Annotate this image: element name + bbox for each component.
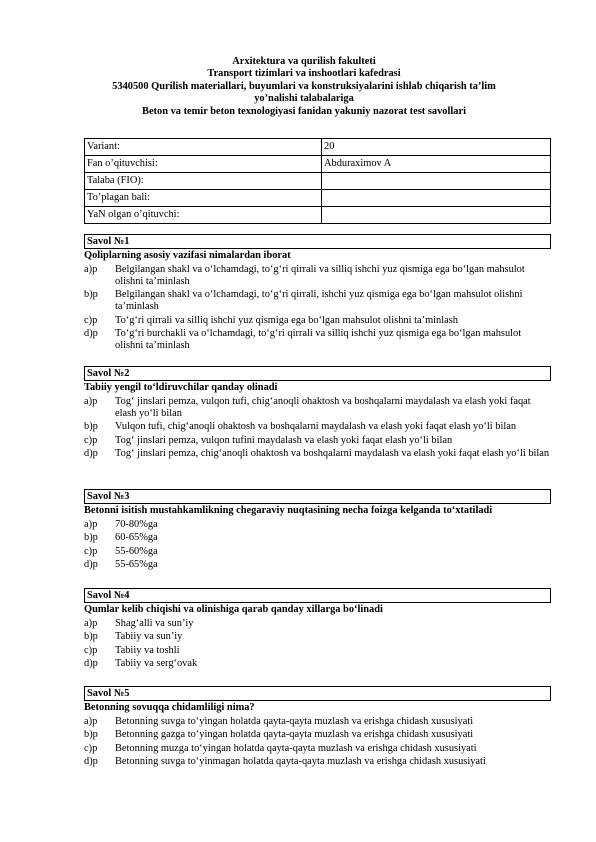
question-title: Savol №3 [84, 489, 551, 504]
option-label: a)p [84, 617, 98, 629]
option-text: Betonning gazga to‘yingan holatda qayta-qayta muzlash va erishga chidash xususiyati [115, 729, 474, 741]
option-d [84, 658, 551, 670]
info-label: Variant: [85, 139, 322, 156]
option-text: 55-60%ga [115, 545, 158, 557]
option-label: a)p [84, 518, 98, 530]
question-stem: Qoliplarning asosiy vazifasi nimalardan iborat [84, 250, 291, 261]
option-text: Tog‘ jinslari pemza, vulqon tufini maydalash va elash yoki faqat elash yo‘li bilan [115, 434, 453, 446]
option-text: 70-80%ga [115, 518, 158, 530]
option-d [84, 448, 551, 460]
option-d [84, 756, 551, 768]
option-a [84, 396, 551, 420]
info-table [84, 138, 551, 224]
option-c [84, 315, 551, 327]
option-label: b)p [84, 631, 98, 643]
option-text: Tabiiy va serg‘ovak [115, 658, 198, 670]
info-value: 20 [322, 139, 551, 156]
option-label: c)p [84, 434, 98, 446]
option-text: Belgilangan shakl va o‘lchamdagi, to‘g‘ri qirrali, ishchi yuz qismiga ega bo‘lgan mahsulot olishni ta’minlash [115, 289, 523, 313]
info-row-examiner [85, 207, 551, 224]
option-label: d)p [84, 448, 98, 460]
question-title: Savol №4 [84, 588, 551, 603]
option-text: 60-65%ga [115, 532, 158, 544]
option-text: Vulqon tufi, chig‘anoqli ohaktosh va boshqalarni maydalash va elash yoki faqat elash yo‘li bilan [115, 421, 517, 433]
option-label: c)p [84, 644, 98, 656]
option-label: a)p [84, 395, 98, 407]
specialty-title-line1: 5340500 Qurilish materiallari, buyumlari va konstruksiyalarini ishlab chiqarish ta’lim [112, 80, 496, 92]
option-label: d)p [84, 658, 98, 670]
option-label: d)p [84, 559, 98, 571]
department-title: Transport tizimlari va inshootlari kafedrasi [207, 68, 401, 80]
option-label: a)p [84, 263, 98, 275]
info-value [322, 190, 551, 207]
option-c [84, 743, 551, 755]
question-stem: Betonning sovuqqa chidamliligi nima? [84, 702, 255, 713]
info-label: To’plagan bali: [85, 190, 322, 207]
option-c [84, 435, 551, 447]
option-label: b)p [84, 421, 98, 433]
faculty-title: Arxitektura va qurilish fakulteti [232, 56, 376, 67]
info-value [322, 207, 551, 224]
option-a [84, 519, 551, 531]
option-b [84, 421, 551, 433]
option-text: To‘g‘ri qirrali va silliq ishchi yuz qismiga ega bo‘lgan mahsulot olishni ta’minlash [115, 314, 458, 326]
info-row-variant [85, 139, 551, 156]
option-b [84, 289, 551, 313]
option-text: Tog‘ jinslari pemza, chig‘anoqli ohaktosh va boshqalarni maydalash va elash yoki faqat elash yo‘li bilan [115, 448, 550, 460]
info-label: Fan o’qituvchisi: [85, 156, 322, 173]
question-stem: Betonni isitish mustahkamlikning chegaraviy nuqtasining necha foizga kelganda to‘xtatiladi [84, 505, 493, 516]
question-3 [84, 489, 551, 571]
question-2 [84, 366, 551, 460]
option-label: d)p [84, 756, 98, 768]
option-label: c)p [84, 545, 98, 557]
option-d [84, 328, 551, 352]
option-text: Shag‘alli va sun’iy [115, 617, 194, 629]
question-title: Savol №1 [84, 234, 551, 249]
option-c [84, 645, 551, 657]
option-text: Betonning muzga to‘yingan holatda qayta-qayta muzlash va erishga chidash xususiyati [115, 742, 477, 754]
option-a [84, 618, 551, 630]
option-b [84, 729, 551, 741]
option-text: Betonning suvga to‘yingan holatda qayta-qayta muzlash va erishga chidash xususiyati [115, 715, 474, 727]
question-1 [84, 234, 551, 352]
option-label: c)p [84, 314, 98, 326]
option-label: b)p [84, 289, 98, 301]
question-4 [84, 588, 551, 670]
option-text: Tabiiy va sun’iy [115, 631, 183, 643]
option-c [84, 546, 551, 558]
info-value: Abduraximov A [322, 156, 551, 173]
option-label: b)p [84, 532, 98, 544]
info-label: Talaba (FIO): [85, 173, 322, 190]
option-text: Tog‘ jinslari pemza, vulqon tufi, chig‘anoqli ohaktosh va boshqalarni maydalash va elash yoki faqat elash yo‘li bilan [115, 395, 531, 419]
option-label: c)p [84, 742, 98, 754]
option-text: Tabiiy va toshli [115, 644, 180, 656]
option-b [84, 532, 551, 544]
option-a [84, 264, 551, 288]
question-title: Savol №5 [84, 686, 551, 701]
option-d [84, 559, 551, 571]
specialty-title-line2: yo’nalishi talabalariga [254, 93, 354, 105]
option-label: d)p [84, 328, 98, 340]
info-value [322, 173, 551, 190]
question-5 [84, 686, 551, 768]
info-row-score [85, 190, 551, 207]
option-text: To‘g‘ri burchakli va o‘lchamdagi, to‘g‘ri qirrali va silliq ishchi yuz qismiga ega bo‘lgan mahsulot olishni ta’minlash [115, 328, 522, 352]
option-label: a)p [84, 715, 98, 727]
document-header [60, 56, 548, 118]
option-b [84, 631, 551, 643]
option-label: b)p [84, 729, 98, 741]
question-stem: Tabiiy yengil to‘ldiruvchilar qanday olinadi [84, 382, 278, 393]
question-stem: Qumlar kelib chiqishi va olinishiga qarab qanday xillarga bo‘linadi [84, 604, 383, 615]
info-row-teacher [85, 156, 551, 173]
test-title: Beton va temir beton texnologiyasi fanidan yakuniy nazorat test savollari [142, 105, 466, 117]
option-text: Belgilangan shakl va o‘lchamdagi, to‘g‘ri qirrali va silliq ishchi yuz qismiga ega bo‘lgan mahsulot olishni ta’minlash [115, 263, 525, 287]
option-a [84, 716, 551, 728]
info-label: YaN olgan o’qituvchi: [85, 207, 322, 224]
option-text: 55-65%ga [115, 559, 158, 571]
option-text: Betonning suvga to‘yinmagan holatda qayta-qayta muzlash va erishga chidash xususiyati [115, 756, 486, 768]
info-row-student [85, 173, 551, 190]
question-title: Savol №2 [84, 366, 551, 381]
